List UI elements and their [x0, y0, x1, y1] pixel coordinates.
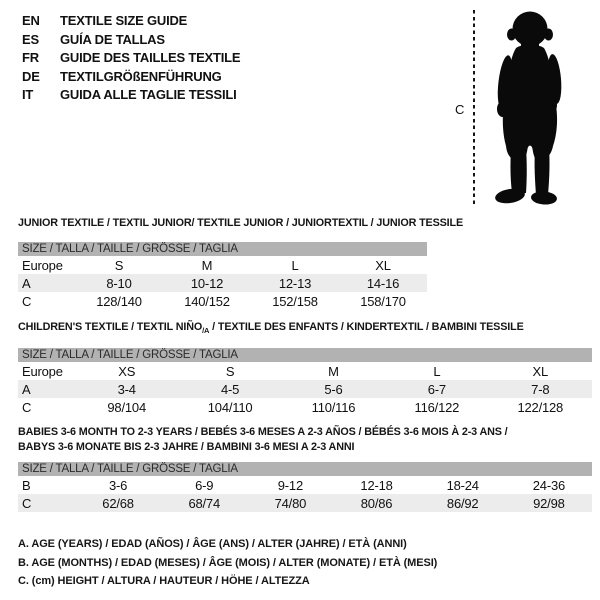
size-value: 3-4 [117, 381, 136, 397]
row-label: B [22, 477, 31, 493]
table-row [18, 476, 592, 494]
size-value: 140/152 [184, 293, 230, 309]
size-header-row [18, 462, 592, 476]
size-value: 4-5 [220, 381, 240, 397]
size-value: 24-36 [532, 477, 566, 493]
size-table [18, 348, 592, 416]
size-value: 12-18 [360, 477, 393, 493]
section-title-line [18, 320, 592, 338]
title-text: / TEXTILE DES ENFANTS / KINDERTEXTIL / BAMBINI TESSILE [209, 321, 524, 333]
size-header-cell: SIZE / TALLA / TAILLE / GRÖSSE / TAGLIA [18, 242, 427, 256]
row-label: Europe [22, 363, 63, 379]
size-value: 9-12 [277, 477, 303, 493]
size-section [18, 425, 592, 512]
row-label: A [22, 275, 31, 291]
title-text: CHILDREN'S TEXTILE / TEXTIL NIÑO [18, 321, 203, 333]
size-value: 18-24 [446, 477, 479, 493]
baby-silhouette-icon [484, 8, 576, 208]
size-value: 158/170 [360, 293, 406, 309]
size-value: 3-6 [108, 477, 128, 493]
size-value: 10-12 [190, 275, 224, 291]
size-value: 14-16 [366, 275, 400, 291]
size-header-cell: SIZE / TALLA / TAILLE / GRÖSSE / TAGLIA [18, 462, 592, 476]
row-label: C [22, 495, 32, 511]
row-label: C [22, 293, 32, 309]
size-value: L [291, 257, 299, 273]
footnote: B. AGE (MONTHS) / EDAD (MESES) / ÂGE (MOIS) / ALTER (MONATE) / ETÀ (MESI) [18, 556, 438, 569]
size-value: 62/68 [102, 495, 134, 511]
size-section [18, 320, 592, 416]
size-section [18, 216, 464, 310]
size-value: 74/80 [274, 495, 307, 511]
row-label: Europe [22, 257, 63, 273]
size-header-row [18, 348, 592, 362]
table-row [18, 398, 592, 416]
size-value: 128/140 [96, 293, 142, 309]
size-value: L [433, 363, 441, 379]
baby-figure [440, 0, 600, 212]
size-header-cell: SIZE / TALLA / TAILLE / GRÖSSE / TAGLIA [18, 348, 592, 362]
size-value: XS [118, 363, 136, 379]
section-title-line: BABYS 3-6 MONATE BIS 2-3 JAHRE / BAMBINI 3-6 MESI A 2-3 ANNI [18, 441, 355, 453]
size-value: 98/104 [107, 399, 146, 415]
size-value: 12-13 [278, 275, 312, 291]
language-code: EN [22, 13, 40, 28]
size-table [18, 462, 592, 512]
size-value: 116/122 [414, 399, 460, 415]
table-row [18, 274, 427, 292]
section-title-line: BABIES 3-6 MONTH TO 2-3 YEARS / BEBÉS 3-6 MESES A 2-3 AÑOS / BÉBÉS 3-6 MOIS À 2-3 ANS / [18, 426, 508, 438]
size-value: 68/74 [188, 495, 220, 511]
height-measure-label: C [455, 102, 465, 117]
size-value: 92/98 [533, 495, 565, 511]
language-row [22, 31, 240, 50]
language-row [22, 49, 240, 68]
size-value: 8-10 [106, 275, 132, 291]
size-value: 104/110 [207, 399, 253, 415]
size-value: 7-8 [531, 381, 550, 397]
table-row [18, 362, 592, 380]
guide-title: GUIDE DES TAILLES TEXTILE [60, 50, 241, 66]
footnote: C. (cm) HEIGHT / ALTURA / HAUTEUR / HÖHE / ALTEZZA [18, 575, 310, 588]
table-row [18, 256, 427, 274]
guide-title: TEXTILGRÖßENFÜHRUNG [60, 68, 222, 84]
size-value: 152/158 [272, 293, 318, 309]
footnote: A. AGE (YEARS) / EDAD (AÑOS) / ÂGE (ANS) / ALTER (JAHRE) / ETÀ (ANNI) [18, 538, 407, 550]
language-code: ES [22, 31, 39, 47]
section-title [18, 425, 592, 455]
language-list [22, 12, 240, 105]
size-value: XL [532, 363, 549, 379]
size-value: S [225, 363, 235, 379]
guide-title: GUIDA ALLE TAGLIE TESSILI [60, 87, 237, 103]
size-value: 5-6 [324, 381, 343, 397]
size-value: M [201, 257, 213, 273]
language-row [22, 68, 240, 87]
language-row [22, 12, 240, 31]
language-row [22, 86, 240, 105]
size-value: 86/92 [446, 495, 479, 511]
size-value: M [328, 363, 339, 379]
size-value: 122/128 [517, 399, 564, 415]
size-value: 6-7 [427, 381, 446, 397]
table-row [18, 292, 427, 310]
section-title [18, 320, 592, 338]
section-title-line: JUNIOR TEXTILE / TEXTIL JUNIOR/ TEXTILE JUNIOR / JUNIORTEXTIL / JUNIOR TESSILE [18, 217, 464, 229]
table-row [18, 380, 592, 398]
table-row [18, 494, 592, 512]
size-value: 80/86 [360, 495, 393, 511]
language-code: FR [22, 50, 39, 66]
size-value: XL [375, 257, 391, 273]
footnotes [18, 535, 437, 591]
guide-title: TEXTILE SIZE GUIDE [60, 13, 188, 28]
size-table [18, 242, 427, 310]
size-value: 6-9 [195, 477, 214, 493]
language-code: DE [22, 68, 40, 84]
title-subscript: /A [202, 326, 210, 336]
size-value: S [114, 257, 124, 273]
guide-title: GUÍA DE TALLAS [60, 31, 165, 47]
language-code: IT [22, 87, 34, 103]
height-measure-line [473, 10, 475, 206]
row-label: C [22, 399, 32, 415]
row-label: A [22, 381, 31, 397]
size-value: 110/116 [311, 399, 356, 415]
section-title [18, 216, 464, 231]
size-header-row [18, 242, 427, 256]
